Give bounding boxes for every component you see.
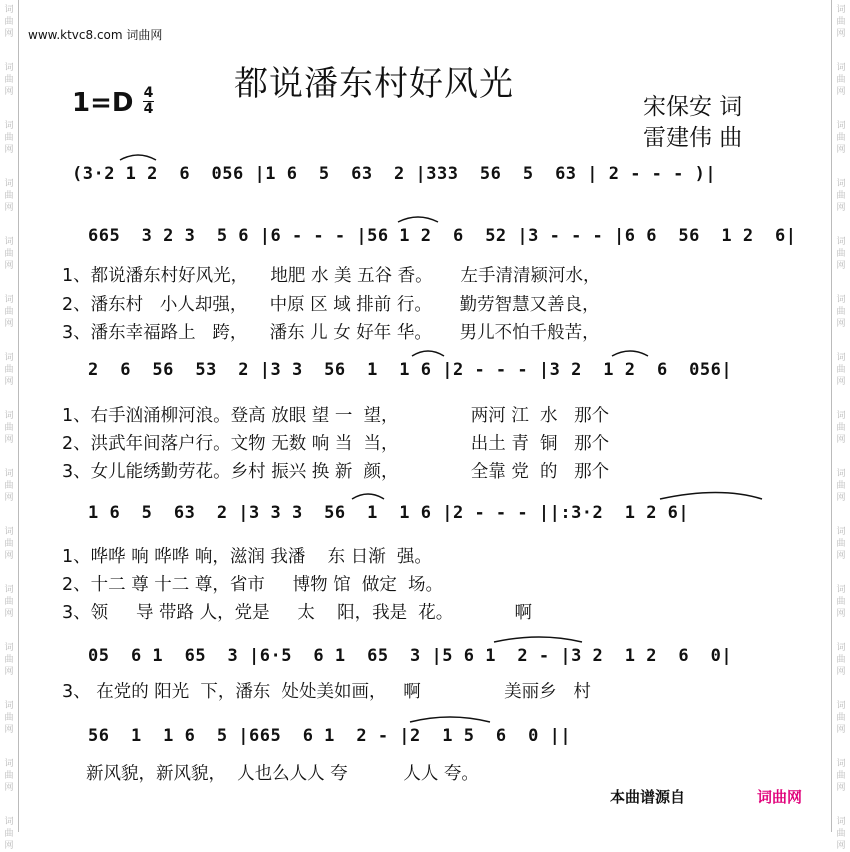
- side-watermark-text: 词 曲 网: [4, 527, 14, 561]
- side-watermark-text: 词 曲 网: [836, 527, 846, 561]
- side-watermark-text: 词 曲 网: [836, 701, 846, 735]
- side-watermark-text: 词 曲 网: [4, 353, 14, 387]
- side-watermark-text: 词 曲 网: [4, 817, 14, 851]
- side-watermark-text: 词 曲 网: [836, 585, 846, 619]
- notes-line-1: (3·2 1 2 6 056 |1 6 5 63 2 |333 56 5 63 | 2 - - - )|: [72, 164, 717, 184]
- lyrics-line-2-verse-1: 1、都说潘东村好风光， 地肥 水 美 五谷 香。 左手清清颍河水，: [62, 266, 601, 286]
- side-watermark-text: 词 曲 网: [4, 121, 14, 155]
- side-watermark-text: 词 曲 网: [836, 63, 846, 97]
- notes-line-4: 1 6 5 63 2 |3 3 3 56 1 1 6 |2 - - - ||:3·2 1 2 6|: [88, 503, 690, 523]
- side-watermark-text: 词 曲 网: [4, 701, 14, 735]
- notes-line-3: 2 6 56 53 2 |3 3 56 1 1 6 |2 - - - |3 2 1 2 6 056|: [88, 360, 733, 380]
- side-watermark-text: 词 曲 网: [836, 179, 846, 213]
- song-title: 都说潘东村好风光: [234, 64, 514, 104]
- notes-line-6: 56 1 1 6 5 |665 6 1 2 - |2 1 5 6 0 ||: [88, 726, 572, 746]
- time-sig-bottom: 4: [143, 101, 154, 117]
- key-signature: 1=D: [72, 88, 134, 118]
- lyrics-line-4-verse-2: 2、十二 尊 十二 尊，省市 博物 馆 做定 场。: [62, 575, 443, 595]
- lyrics-line-2-verse-3: 3、潘东幸福路上 跨， 潘东 儿 女 好年 华。 男儿不怕千般苦，: [62, 323, 600, 343]
- side-watermark-text: 词 曲 网: [836, 817, 846, 851]
- slur-7: [494, 637, 582, 642]
- notes-line-2: 665 3 2 3 5 6 |6 - - - |56 1 2 6 52 |3 - - - |6 6 56 1 2 6|: [88, 226, 797, 246]
- slur-6: [660, 493, 762, 500]
- side-watermark-text: 词 曲 网: [836, 237, 846, 271]
- site-logo: 词曲网: [757, 788, 803, 806]
- side-watermark-text: 词 曲 网: [4, 469, 14, 503]
- side-watermark-text: 词 曲 网: [4, 411, 14, 445]
- side-watermark-text: 词 曲 网: [836, 759, 846, 793]
- source-label: 本曲谱源自: [610, 788, 686, 806]
- side-watermark-text: 词 曲 网: [836, 353, 846, 387]
- slur-1: [120, 155, 156, 160]
- lyrics-line-5: 3、 在党的 阳光 下，潘东 处处美如画， 啊 美丽乡 村: [62, 682, 591, 702]
- side-watermark-text: 词 曲 网: [836, 295, 846, 329]
- side-watermark-text: 词 曲 网: [4, 585, 14, 619]
- lyrics-line-2-verse-2: 2、潘东村 小人却强， 中原 区 域 排前 行。 勤劳智慧又善良，: [62, 295, 600, 315]
- side-watermark-text: 词 曲 网: [4, 295, 14, 329]
- side-watermark-text: 词 曲 网: [836, 643, 846, 677]
- lyrics-line-4-verse-3: 3、领 导 带路 人，党是 太 阳，我是 花。 啊: [62, 603, 532, 623]
- lyrics-line-3-verse-1: 1、右手汹涌柳河浪。登高 放眼 望 一 望， 两河 江 水 那个: [62, 406, 610, 426]
- side-watermark-text: 词 曲 网: [836, 121, 846, 155]
- notes-line-5: 05 6 1 65 3 |6·5 6 1 65 3 |5 6 1 2 - |3 2 1 2 6 0|: [88, 646, 733, 666]
- slur-5: [352, 494, 384, 499]
- slur-3: [412, 351, 444, 356]
- side-watermark-text: 词 曲 网: [4, 237, 14, 271]
- side-watermark-text: 词 曲 网: [4, 643, 14, 677]
- lyrics-line-3-verse-3: 3、女儿能绣勤劳花。乡村 振兴 换 新 颜， 全靠 党 的 那个: [62, 462, 610, 482]
- lyrics-line-4-verse-1: 1、哗哗 响 哗哗 响，滋润 我潘 东 日渐 强。: [62, 547, 432, 567]
- time-sig-top: 4: [143, 85, 154, 101]
- side-watermark-text: 词 曲 网: [836, 5, 846, 39]
- site-url-watermark: www.ktvc8.com 词曲网: [28, 28, 163, 42]
- slur-2: [398, 217, 438, 222]
- side-watermark-text: 词 曲 网: [836, 411, 846, 445]
- side-watermark-text: 词 曲 网: [4, 759, 14, 793]
- composer-credit: 雷建伟 曲: [643, 125, 743, 151]
- side-watermark-text: 词 曲 网: [4, 179, 14, 213]
- lyricist-credit: 宋保安 词: [643, 94, 743, 120]
- side-watermark-text: 词 曲 网: [4, 63, 14, 97]
- lyrics-line-6: 新风貌，新风貌， 人也么人人 夸 人人 夸。: [86, 764, 479, 784]
- slur-8: [410, 717, 490, 722]
- side-watermark-text: 词 曲 网: [4, 5, 14, 39]
- slur-4: [612, 351, 648, 356]
- lyrics-line-3-verse-2: 2、洪武年间落户行。文物 无数 响 当 当， 出土 青 铜 那个: [62, 434, 610, 454]
- side-watermark-text: 词 曲 网: [836, 469, 846, 503]
